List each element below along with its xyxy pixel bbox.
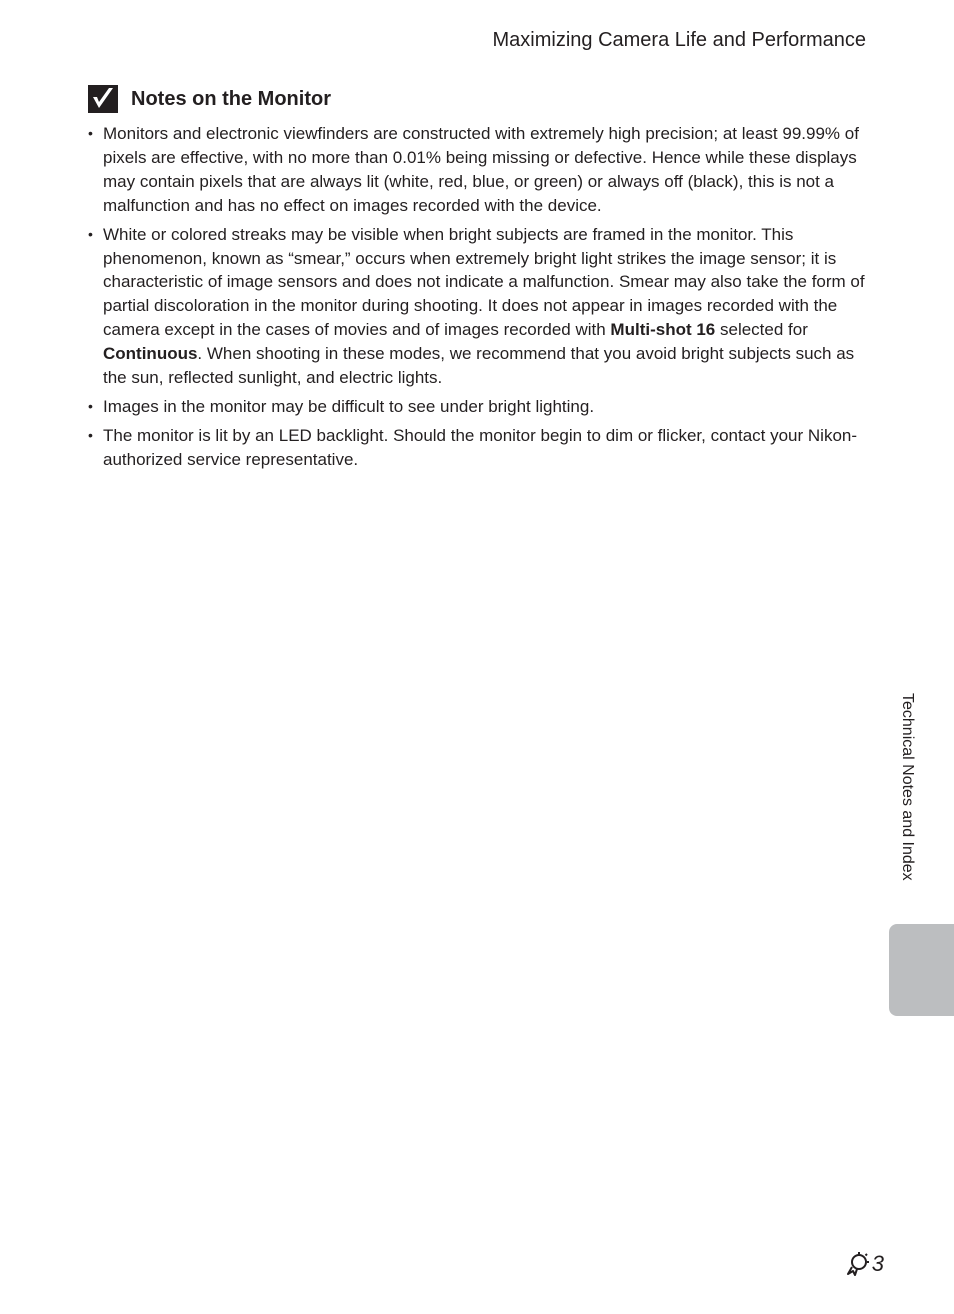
bullet-text: White or colored streaks may be visible when bright subjects are framed in the monitor. This phenomenon, known as “smear,” occurs when extremely bright light strikes the image sensor; it is characteristic of image sensors and does not indicate a malfunction. Smear may also take the form of partial discoloration in the monitor during shooting. It does not appear in images recorded with the camera except in the cases of movies and of images recorded with — [103, 224, 865, 340]
side-tab-label: Technical Notes and Index — [899, 693, 916, 881]
bullet-text: Images in the monitor may be difficult to see under bright lighting. — [103, 396, 595, 416]
list-item — [88, 424, 866, 472]
page-number — [844, 1251, 884, 1277]
list-item — [88, 122, 866, 218]
side-tab — [889, 924, 954, 1016]
note-title: Notes on the Monitor — [131, 88, 331, 110]
bullet-icon: • — [88, 125, 93, 141]
bullet-icon: • — [88, 426, 93, 443]
note-bullet-list — [88, 122, 866, 477]
page-number-text: 3 — [871, 1251, 884, 1276]
list-item — [88, 395, 866, 419]
running-header: Maximizing Camera Life and Performance — [492, 29, 866, 51]
bullet-text: The monitor is lit by an LED backlight. Should the monitor begin to dim or flicker, contact your Nikon-authorized service representative. — [103, 425, 858, 469]
bullet-icon: • — [88, 225, 93, 242]
note-heading — [88, 84, 331, 114]
list-item — [88, 223, 866, 390]
bullet-text: Monitors and electronic viewfinders are constructed with extremely high precision; at least 99.99% of pixels are effective, with no more than 0.01% being missing or defective. Hence while these displays may contain pixels that are always lit (white, red, blue, or green) or always off (black), this is not a malfunction and has no effect on images recorded with the device. — [103, 124, 859, 215]
bold-term-continuous: Continuous — [103, 344, 198, 364]
technical-notes-icon — [844, 1251, 870, 1277]
bold-term-multi-shot: Multi-shot 16 — [610, 320, 716, 340]
check-note-icon — [88, 85, 118, 113]
bullet-text: selected for — [715, 320, 808, 340]
bullet-text: . When shooting in these modes, we recommend that you avoid bright subjects such as the sun, reflected sunlight, and electric lights. — [103, 344, 855, 388]
bullet-icon: • — [88, 397, 93, 414]
